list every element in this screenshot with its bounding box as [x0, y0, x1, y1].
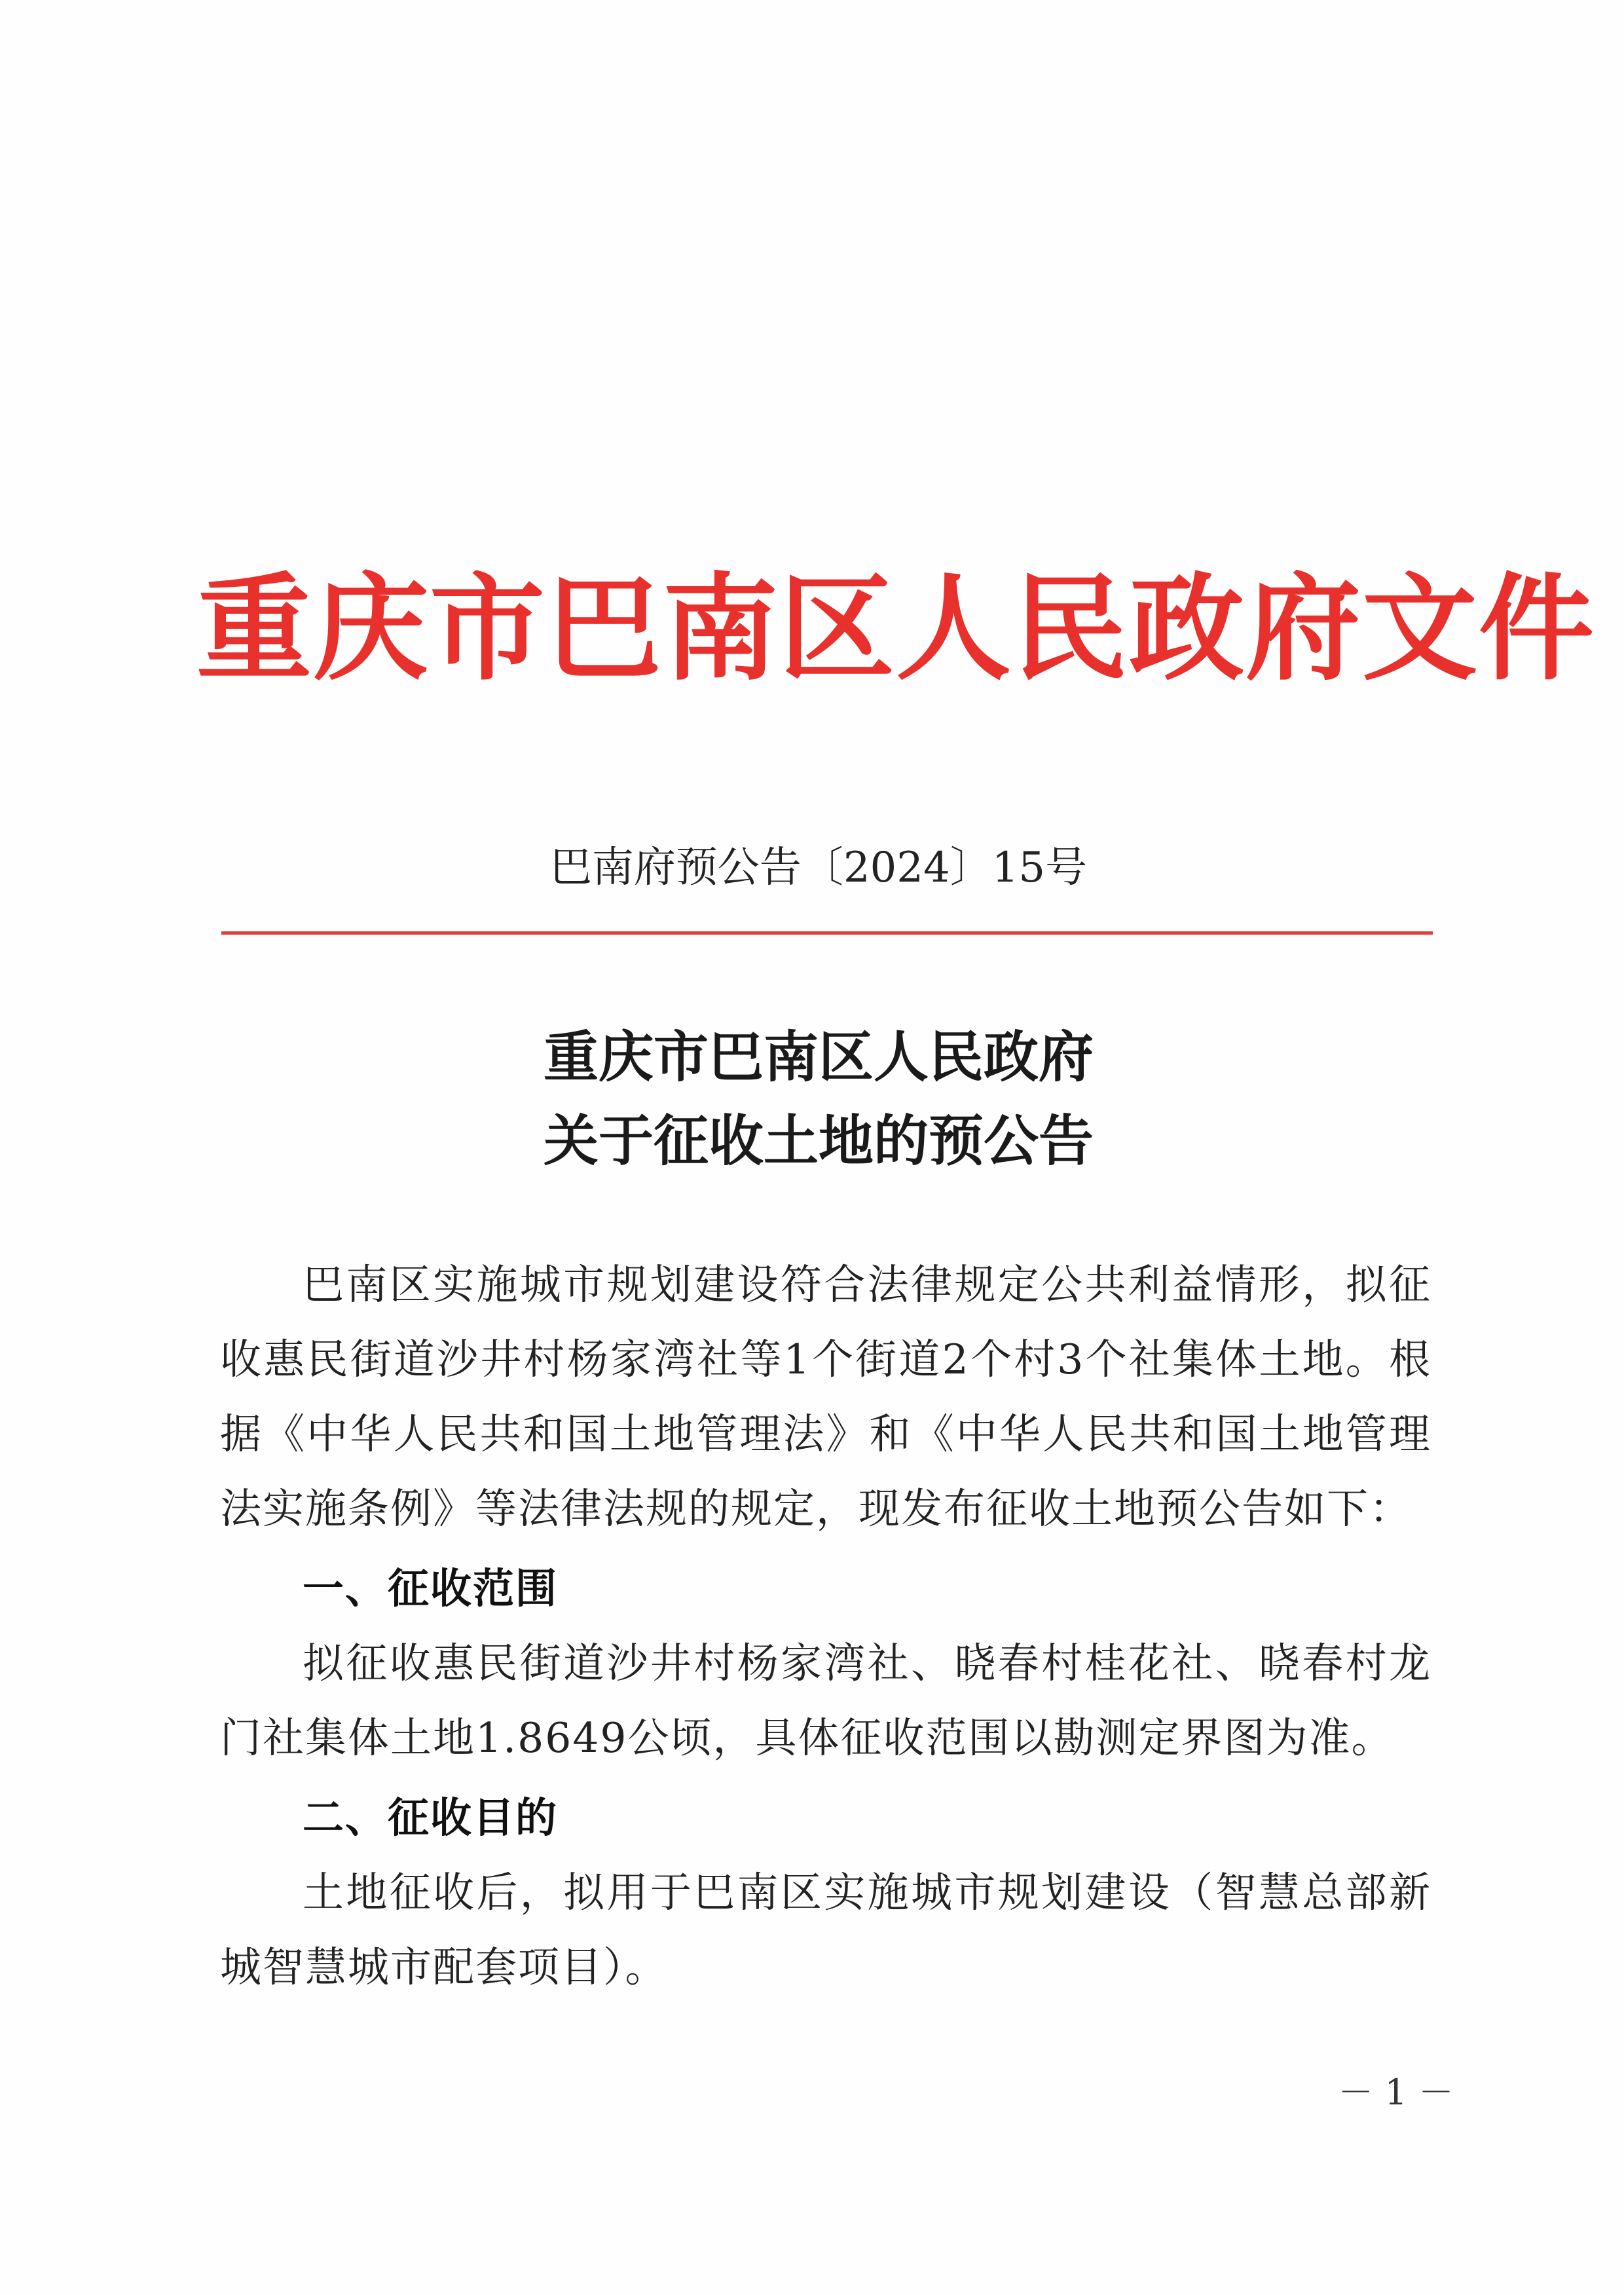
- notice-title-line-1: 重庆市巴南区人民政府: [543, 1024, 1094, 1089]
- notice-body: [220, 1248, 1431, 2005]
- section-text-purpose: 土地征收后，拟用于巴南区实施城市规划建设（智慧总部新城智慧城市配套项目）。: [220, 1869, 1431, 1991]
- intro-paragraph: 巴南区实施城市规划建设符合法律规定公共利益情形，拟征收惠民街道沙井村杨家湾社等1个街道2个村3个社集体土地。根据《中华人民共和国土地管理法》和《中华人民共和国土地管理法实施条例》等法律法规的规定，现发布征收土地预公告如下：: [220, 1261, 1431, 1533]
- notice-title: [196, 1015, 1441, 1183]
- red-divider-line: [221, 931, 1433, 935]
- section-heading-scope: 一、征收范围: [303, 1565, 558, 1613]
- section-text-scope: 拟征收惠民街道沙井村杨家湾社、晓春村桂花社、晓春村龙门社集体土地1.8649公顷，具体征收范围以勘测定界图为准。: [220, 1639, 1431, 1762]
- document-number: 巴南府预公告〔2024〕15号: [549, 844, 1088, 892]
- section-heading-purpose: 二、征收目的: [303, 1794, 558, 1842]
- masthead-title: 重庆市巴南区人民政府文件: [196, 561, 1596, 696]
- notice-title-line-2: 关于征收土地的预公告: [543, 1108, 1094, 1173]
- page-number: － 1 －: [1338, 2072, 1454, 2113]
